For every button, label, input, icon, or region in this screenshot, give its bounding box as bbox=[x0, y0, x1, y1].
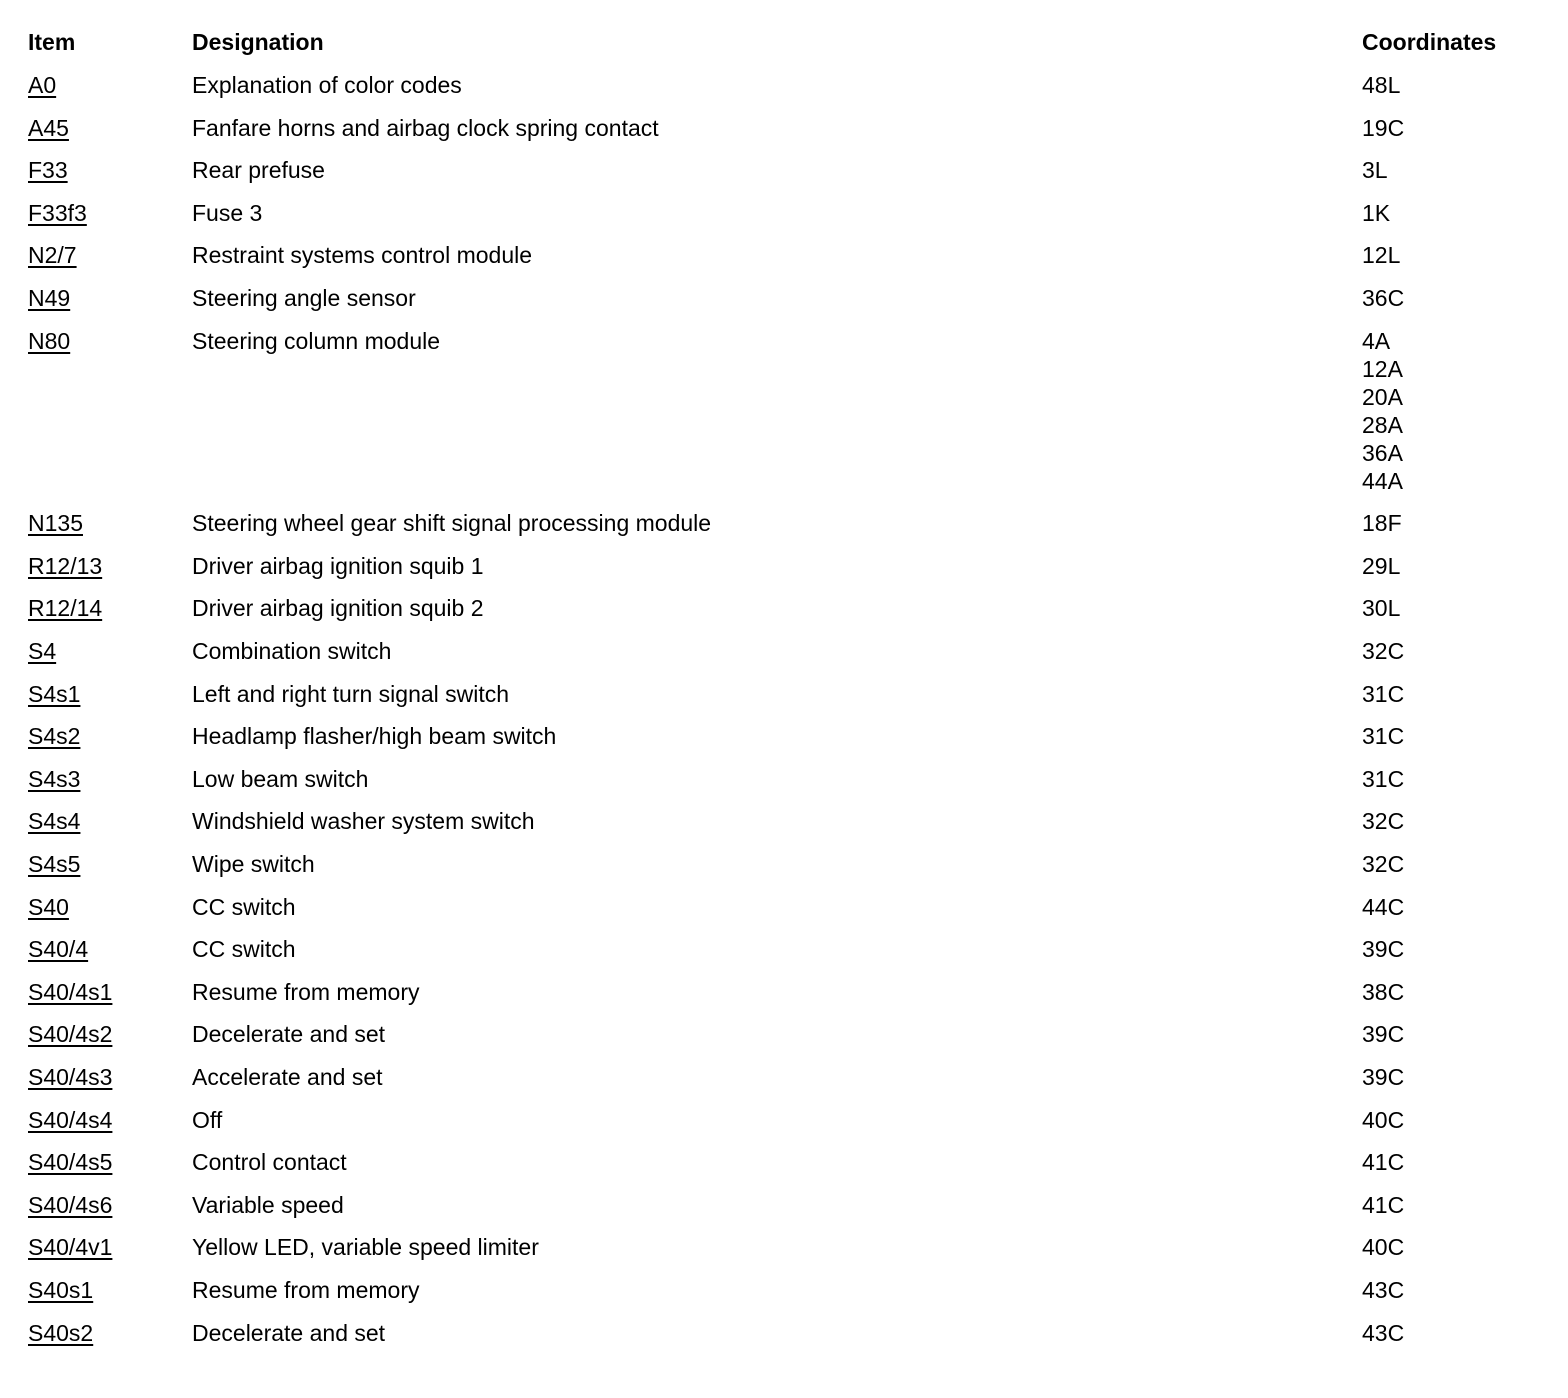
coordinate-value: 32C bbox=[1362, 808, 1405, 835]
coordinate-value: 39C bbox=[1362, 936, 1405, 963]
coordinate-value: 18F bbox=[1362, 510, 1402, 537]
coordinates-cell bbox=[1362, 241, 1400, 269]
item-link[interactable]: S40s2 bbox=[28, 1319, 94, 1346]
coordinate-value: 40C bbox=[1362, 1106, 1405, 1133]
item-cell bbox=[28, 1276, 93, 1304]
coordinate-value: 30L bbox=[1362, 595, 1401, 622]
item-cell bbox=[28, 1233, 112, 1261]
designation-cell: Rear prefuse bbox=[192, 157, 325, 184]
coordinate-value: 4A bbox=[1362, 327, 1391, 354]
item-link[interactable]: N2/7 bbox=[28, 242, 77, 269]
coordinate-value: 20A bbox=[1362, 383, 1403, 410]
coordinate-value: 43C bbox=[1362, 1319, 1405, 1346]
item-link[interactable]: S40 bbox=[28, 893, 69, 920]
coordinates-cell bbox=[1362, 199, 1390, 227]
coordinate-value: 3L bbox=[1362, 157, 1388, 184]
coordinates-cell bbox=[1362, 1276, 1404, 1304]
designation-cell: Restraint systems control module bbox=[192, 242, 533, 269]
item-column-header: Item bbox=[28, 29, 76, 55]
designation-cell: Windshield washer system switch bbox=[192, 808, 535, 835]
designation-cell: Steering wheel gear shift signal processing module bbox=[192, 510, 712, 537]
item-cell bbox=[28, 1020, 112, 1048]
item-cell bbox=[28, 509, 83, 537]
item-link[interactable]: A0 bbox=[28, 72, 57, 98]
designation-cell: Off bbox=[192, 1106, 223, 1133]
coordinates-cell bbox=[1362, 978, 1404, 1006]
item-cell bbox=[28, 1319, 93, 1347]
coordinates-cell bbox=[1362, 1106, 1404, 1134]
coordinate-value: 19C bbox=[1362, 114, 1405, 141]
item-cell bbox=[28, 807, 80, 835]
coordinates-cell bbox=[1362, 807, 1404, 835]
coordinates-cell bbox=[1362, 1148, 1404, 1176]
coordinate-value: 12L bbox=[1362, 242, 1401, 269]
designation-cell: Steering angle sensor bbox=[192, 285, 416, 311]
coordinates-cell bbox=[1362, 284, 1404, 312]
item-link[interactable]: S40/4s2 bbox=[28, 1021, 113, 1048]
designation-cell: Fuse 3 bbox=[192, 199, 263, 226]
coordinates-cell bbox=[1362, 637, 1404, 665]
item-link[interactable]: S40/4s6 bbox=[28, 1191, 113, 1218]
item-cell bbox=[28, 850, 80, 878]
item-cell bbox=[28, 594, 102, 622]
designation-cell: Driver airbag ignition squib 1 bbox=[192, 552, 484, 579]
coordinate-value: 28A bbox=[1362, 411, 1403, 438]
designation-cell: Resume from memory bbox=[192, 978, 420, 1005]
coordinates-cell bbox=[1362, 114, 1404, 142]
designation-cell: Variable speed bbox=[192, 1191, 344, 1218]
designation-cell: Decelerate and set bbox=[192, 1319, 386, 1346]
item-link[interactable]: R12/14 bbox=[28, 595, 103, 622]
designation-cell: Left and right turn signal switch bbox=[192, 680, 510, 707]
item-link[interactable]: F33f3 bbox=[28, 199, 87, 226]
coordinates-cell bbox=[1362, 552, 1400, 580]
item-cell bbox=[28, 241, 77, 269]
item-cell bbox=[28, 1191, 112, 1219]
coordinates-cell bbox=[1362, 722, 1404, 750]
coordinates-cell bbox=[1362, 594, 1400, 622]
designation-cell: Yellow LED, variable speed limiter bbox=[192, 1234, 539, 1261]
item-link[interactable]: S4 bbox=[28, 638, 57, 664]
coordinate-value: 38C bbox=[1362, 978, 1405, 1005]
item-cell bbox=[28, 552, 102, 580]
item-link[interactable]: S40/4v1 bbox=[28, 1234, 113, 1261]
item-link[interactable]: S4s5 bbox=[28, 851, 81, 877]
coordinates-cell bbox=[1362, 850, 1404, 878]
item-cell bbox=[28, 680, 80, 708]
coordinates-cell bbox=[1362, 1233, 1404, 1261]
designation-cell: Steering column module bbox=[192, 327, 441, 354]
item-link[interactable]: S4s3 bbox=[28, 765, 81, 792]
item-cell bbox=[28, 765, 80, 793]
coordinate-value: 36A bbox=[1362, 439, 1403, 466]
item-link[interactable]: R12/13 bbox=[28, 552, 103, 579]
coordinates-column-header: Coordinates bbox=[1362, 29, 1497, 55]
item-cell bbox=[28, 199, 87, 227]
designation-cell: CC switch bbox=[192, 893, 296, 920]
item-cell bbox=[28, 722, 80, 750]
item-cell bbox=[28, 156, 68, 184]
coordinate-value: 32C bbox=[1362, 851, 1405, 877]
item-link[interactable]: S40/4s1 bbox=[28, 978, 113, 1005]
coordinate-value: 41C bbox=[1362, 1191, 1405, 1218]
designation-cell: Wipe switch bbox=[192, 851, 315, 877]
coordinates-cell bbox=[1362, 156, 1388, 184]
item-cell bbox=[28, 1063, 112, 1091]
designation-cell: Low beam switch bbox=[192, 765, 369, 792]
item-cell bbox=[28, 978, 112, 1006]
designation-cell: Explanation of color codes bbox=[192, 72, 462, 98]
designation-column-header: Designation bbox=[192, 29, 324, 55]
coordinate-value: 32C bbox=[1362, 638, 1405, 664]
item-cell bbox=[28, 893, 69, 921]
item-cell bbox=[28, 114, 69, 142]
item-link[interactable]: S40s1 bbox=[28, 1277, 94, 1303]
item-link[interactable]: S40/4s4 bbox=[28, 1106, 113, 1133]
designation-cell: CC switch bbox=[192, 936, 296, 963]
item-link[interactable]: S4s2 bbox=[28, 723, 81, 750]
coordinates-cell bbox=[1362, 71, 1400, 99]
item-cell bbox=[28, 71, 56, 99]
coordinate-value: 1K bbox=[1362, 199, 1391, 226]
coordinates-cell bbox=[1362, 1191, 1404, 1219]
designation-cell: Decelerate and set bbox=[192, 1021, 386, 1048]
item-cell bbox=[28, 327, 70, 355]
coordinates-cell bbox=[1362, 893, 1404, 921]
item-link[interactable]: N135 bbox=[28, 510, 83, 537]
coordinate-value: 40C bbox=[1362, 1234, 1405, 1261]
coordinate-value: 41C bbox=[1362, 1149, 1405, 1176]
designation-cell: Headlamp flasher/high beam switch bbox=[192, 723, 557, 750]
item-cell bbox=[28, 637, 56, 665]
designation-cell: Control contact bbox=[192, 1149, 347, 1176]
designation-cell: Fanfare horns and airbag clock spring contact bbox=[192, 114, 659, 141]
item-link[interactable]: N80 bbox=[28, 327, 71, 354]
coordinate-value: 31C bbox=[1362, 765, 1405, 792]
coordinates-cell bbox=[1362, 1063, 1404, 1091]
coordinate-value: 43C bbox=[1362, 1277, 1405, 1303]
designation-cell: Accelerate and set bbox=[192, 1064, 383, 1090]
coordinate-value: 31C bbox=[1362, 723, 1405, 750]
item-link[interactable]: A45 bbox=[28, 114, 69, 141]
coordinates-cell bbox=[1362, 680, 1404, 708]
coordinates-cell bbox=[1362, 1020, 1404, 1048]
item-link[interactable]: F33 bbox=[28, 157, 68, 184]
item-link[interactable]: S4s1 bbox=[28, 680, 81, 707]
coordinate-value: 12A bbox=[1362, 355, 1403, 382]
coordinates-cell bbox=[1362, 327, 1403, 495]
coordinate-value: 29L bbox=[1362, 552, 1401, 579]
item-link[interactable]: S40/4s5 bbox=[28, 1149, 113, 1176]
item-link[interactable]: S4s4 bbox=[28, 808, 81, 835]
designation-cell: Combination switch bbox=[192, 638, 392, 664]
item-link[interactable]: N49 bbox=[28, 285, 71, 311]
coordinates-cell bbox=[1362, 935, 1404, 963]
coordinate-value: 44C bbox=[1362, 893, 1405, 920]
item-link[interactable]: S40/4s3 bbox=[28, 1064, 113, 1090]
item-cell bbox=[28, 935, 88, 963]
item-link[interactable]: S40/4 bbox=[28, 936, 89, 963]
coordinates-cell bbox=[1362, 509, 1402, 537]
item-cell bbox=[28, 1106, 112, 1134]
coordinates-cell bbox=[1362, 1319, 1404, 1347]
designation-cell: Driver airbag ignition squib 2 bbox=[192, 595, 484, 622]
item-cell bbox=[28, 1148, 112, 1176]
coordinate-value: 48L bbox=[1362, 72, 1401, 98]
item-cell bbox=[28, 284, 70, 312]
coordinate-value: 31C bbox=[1362, 680, 1405, 707]
coordinate-value: 39C bbox=[1362, 1021, 1405, 1048]
coordinate-value: 36C bbox=[1362, 285, 1405, 311]
coordinates-cell bbox=[1362, 765, 1404, 793]
designation-cell: Resume from memory bbox=[192, 1277, 420, 1303]
coordinate-value: 39C bbox=[1362, 1064, 1405, 1090]
coordinate-value: 44A bbox=[1362, 467, 1403, 494]
